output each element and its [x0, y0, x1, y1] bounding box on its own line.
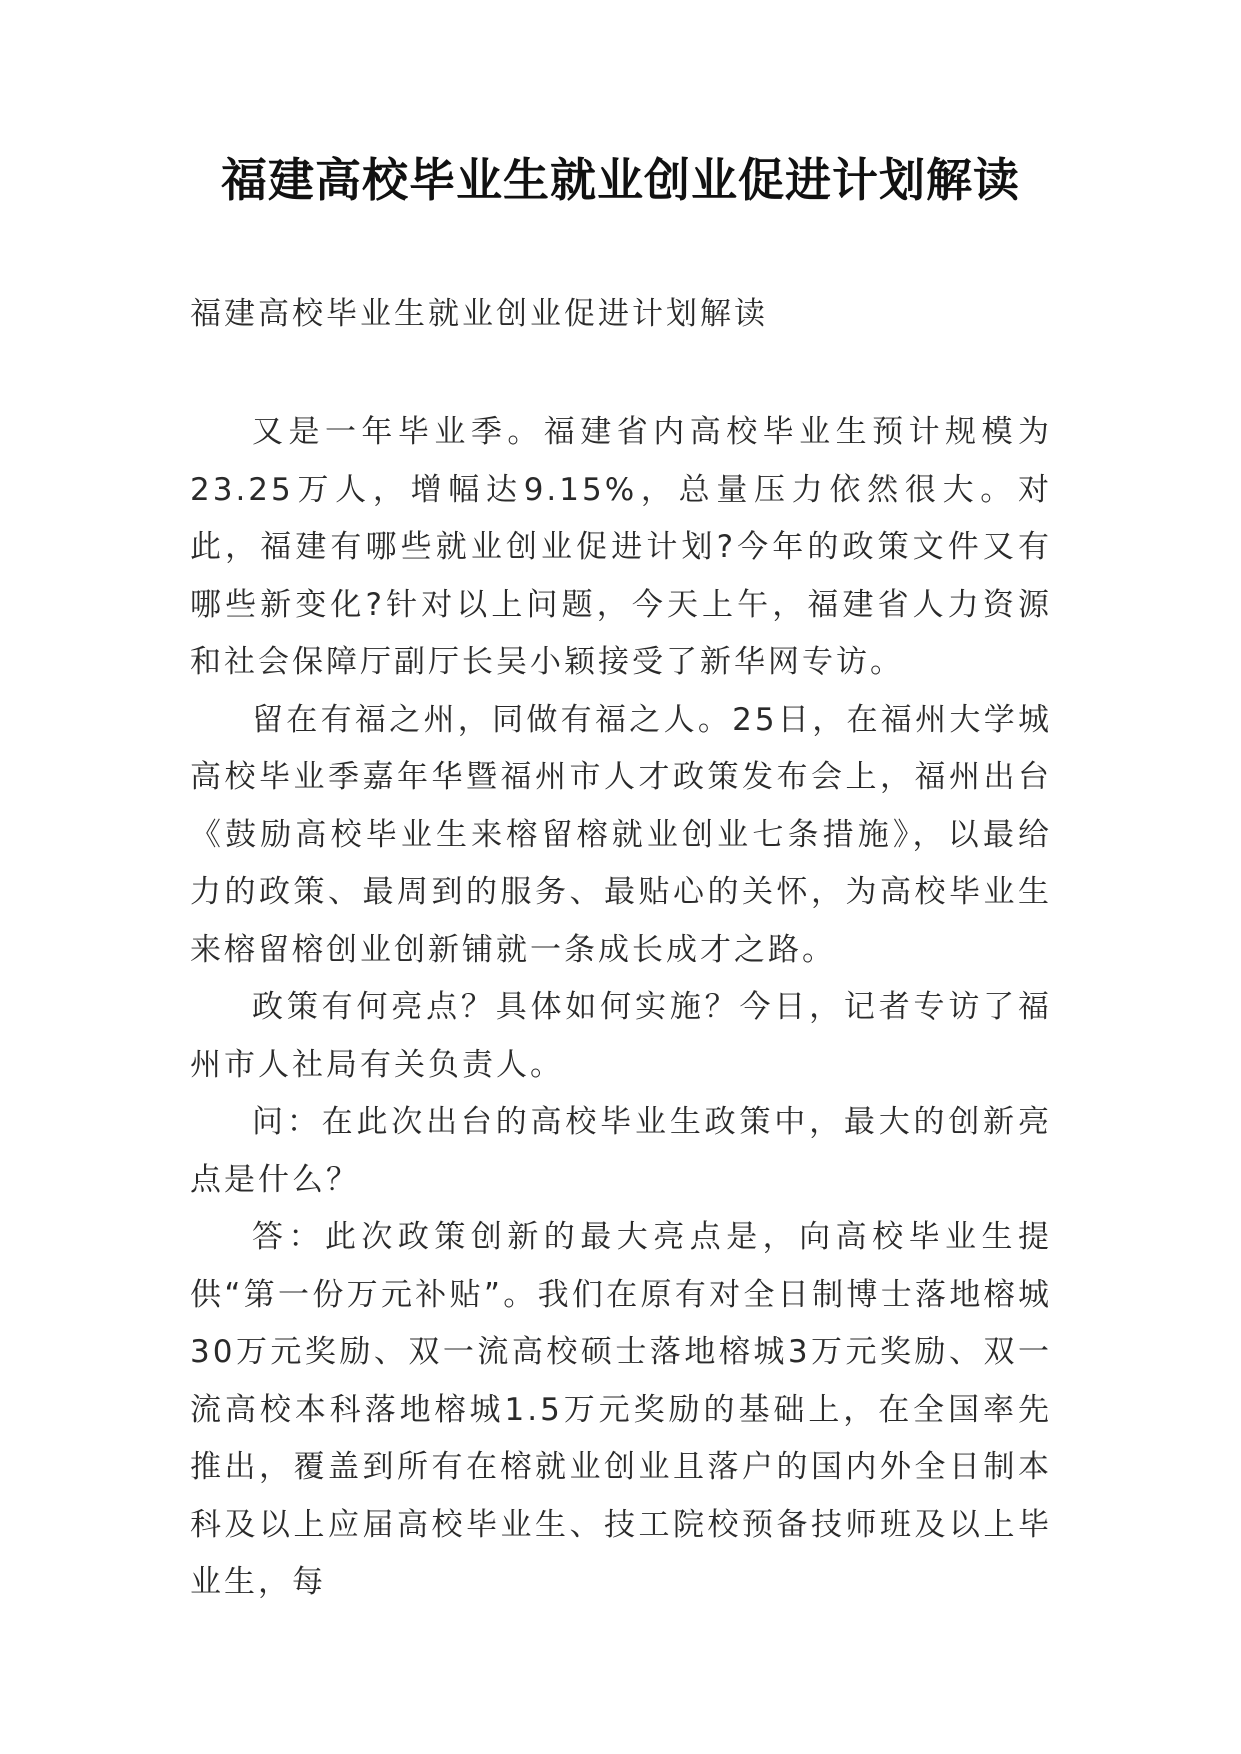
paragraph-answer: 答：此次政策创新的最大亮点是，向高校毕业生提供“第一份万元补贴”。我们在原有对全日制博士落地榕城30万元奖励、双一流高校硕士落地榕城3万元奖励、双一流高校本科落地榕城1.5万元奖励的基础上，在全国率先推出，覆盖到所有在榕就业创业且落户的国内外全日制本科及以上应届高校毕业生、技工院校预备技师班及以上毕业生，每 [190, 1219, 1052, 1600]
document-body [190, 404, 1052, 1612]
document-title: 福建高校毕业生就业创业促进计划解读 [221, 153, 1020, 207]
paragraph-highlights: 政策有何亮点？具体如何实施？今日，记者专访了福州市人社局有关负责人。 [190, 989, 1052, 1083]
paragraph-question: 问：在此次出台的高校毕业生政策中，最大的创新亮点是什么？ [190, 1104, 1052, 1198]
document-subtitle: 福建高校毕业生就业创业促进计划解读 [190, 296, 768, 332]
paragraph-intro: 又是一年毕业季。福建省内高校毕业生预计规模为23.25万人，增幅达9.15%，总量压力依然很大。对此，福建有哪些就业创业促进计划?今年的政策文件又有哪些新变化?针对以上问题，今天上午，福建省人力资源和社会保障厅副厅长吴小颖接受了新华网专访。 [190, 414, 1052, 680]
paragraph-fuzhou-policy: 留在有福之州，同做有福之人。25日，在福州大学城高校毕业季嘉年华暨福州市人才政策发布会上，福州出台《鼓励高校毕业生来榕留榕就业创业七条措施》，以最给力的政策、最周到的服务、最贴心的关怀，为高校毕业生来榕留榕创业创新铺就一条成长成才之路。 [190, 701, 1052, 968]
